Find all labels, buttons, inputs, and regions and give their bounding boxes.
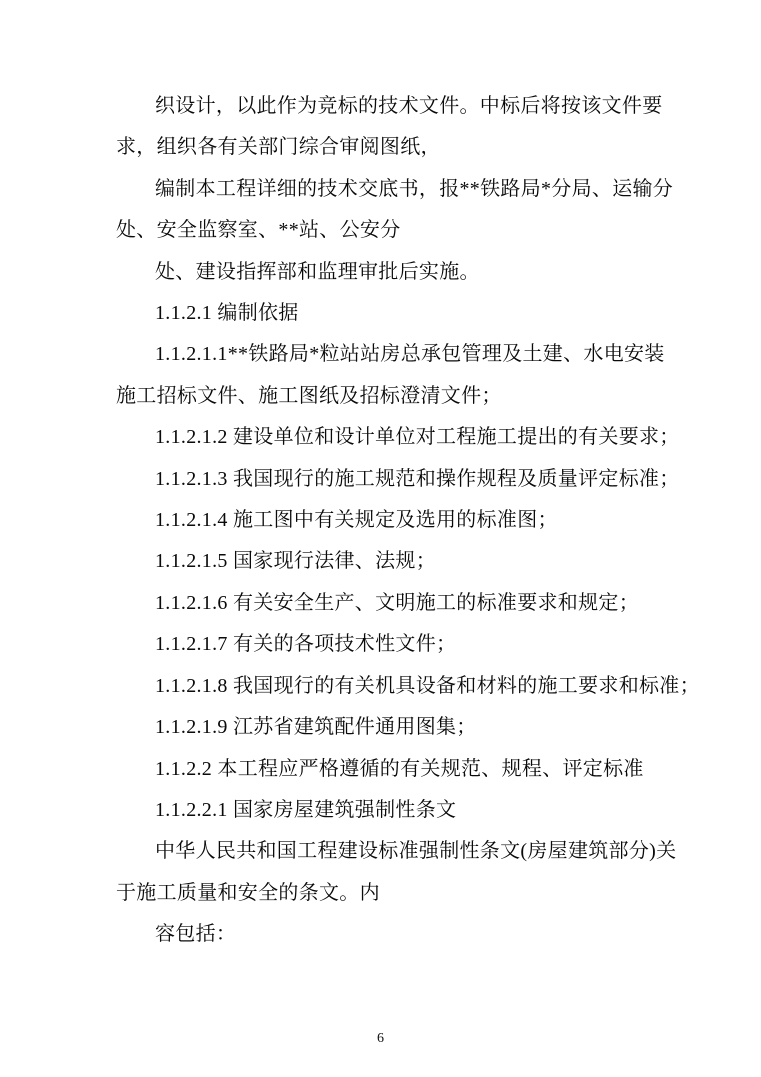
doc-line: 求，组织各有关部门综合审阅图纸，	[116, 136, 441, 159]
doc-heading-1-1-2-2: 1.1.2.2 本工程应严格遵循的有关规范、规程、评定标准	[155, 757, 644, 780]
doc-line: 1.1.2.1.9 江苏省建筑配件通用图集；	[155, 716, 477, 739]
doc-line: 1.1.2.1.3 我国现行的施工规范和操作规程及质量评定标准；	[155, 467, 680, 490]
doc-line: 1.1.2.1.1**铁路局*粒站站房总承包管理及土建、水电安装	[155, 343, 665, 366]
doc-line: 容包括：	[155, 923, 237, 946]
doc-line: 1.1.2.1.4 施工图中有关规定及选用的标准图；	[155, 509, 558, 532]
doc-heading-1-1-2-1: 1.1.2.1 编制依据	[155, 302, 299, 325]
doc-line: 施工招标文件、施工图纸及招标澄清文件；	[116, 384, 502, 407]
doc-line: 1.1.2.1.5 国家现行法律、法规；	[155, 550, 436, 573]
page-number: 6	[377, 1031, 384, 1046]
doc-heading-1-1-2-2-1: 1.1.2.2.1 国家房屋建筑强制性条文	[155, 798, 457, 821]
doc-line: 于施工质量和安全的条文。内	[116, 881, 380, 904]
doc-line: 中华人民共和国工程建设标准强制性条文(房屋建筑部分)关	[155, 840, 677, 863]
doc-line: 织设计，以此作为竞标的技术文件。中标后将按该文件要	[155, 95, 663, 117]
doc-line: 1.1.2.1.2 建设单位和设计单位对工程施工提出的有关要求；	[155, 426, 680, 449]
doc-line: 编制本工程详细的技术交底书，报**铁路局*分局、运输分	[155, 177, 674, 200]
doc-line: 1.1.2.1.8 我国现行的有关机具设备和材料的施工要求和标准；	[155, 674, 700, 697]
doc-line: 处、建设指挥部和监理审批后实施。	[155, 260, 480, 283]
doc-line: 1.1.2.1.6 有关安全生产、文明施工的标准要求和规定；	[155, 591, 639, 614]
doc-line: 1.1.2.1.7 有关的各项技术性文件；	[155, 633, 457, 656]
document-text-block	[116, 86, 700, 956]
doc-line: 处、安全监察室、**站、公安分	[116, 219, 401, 242]
